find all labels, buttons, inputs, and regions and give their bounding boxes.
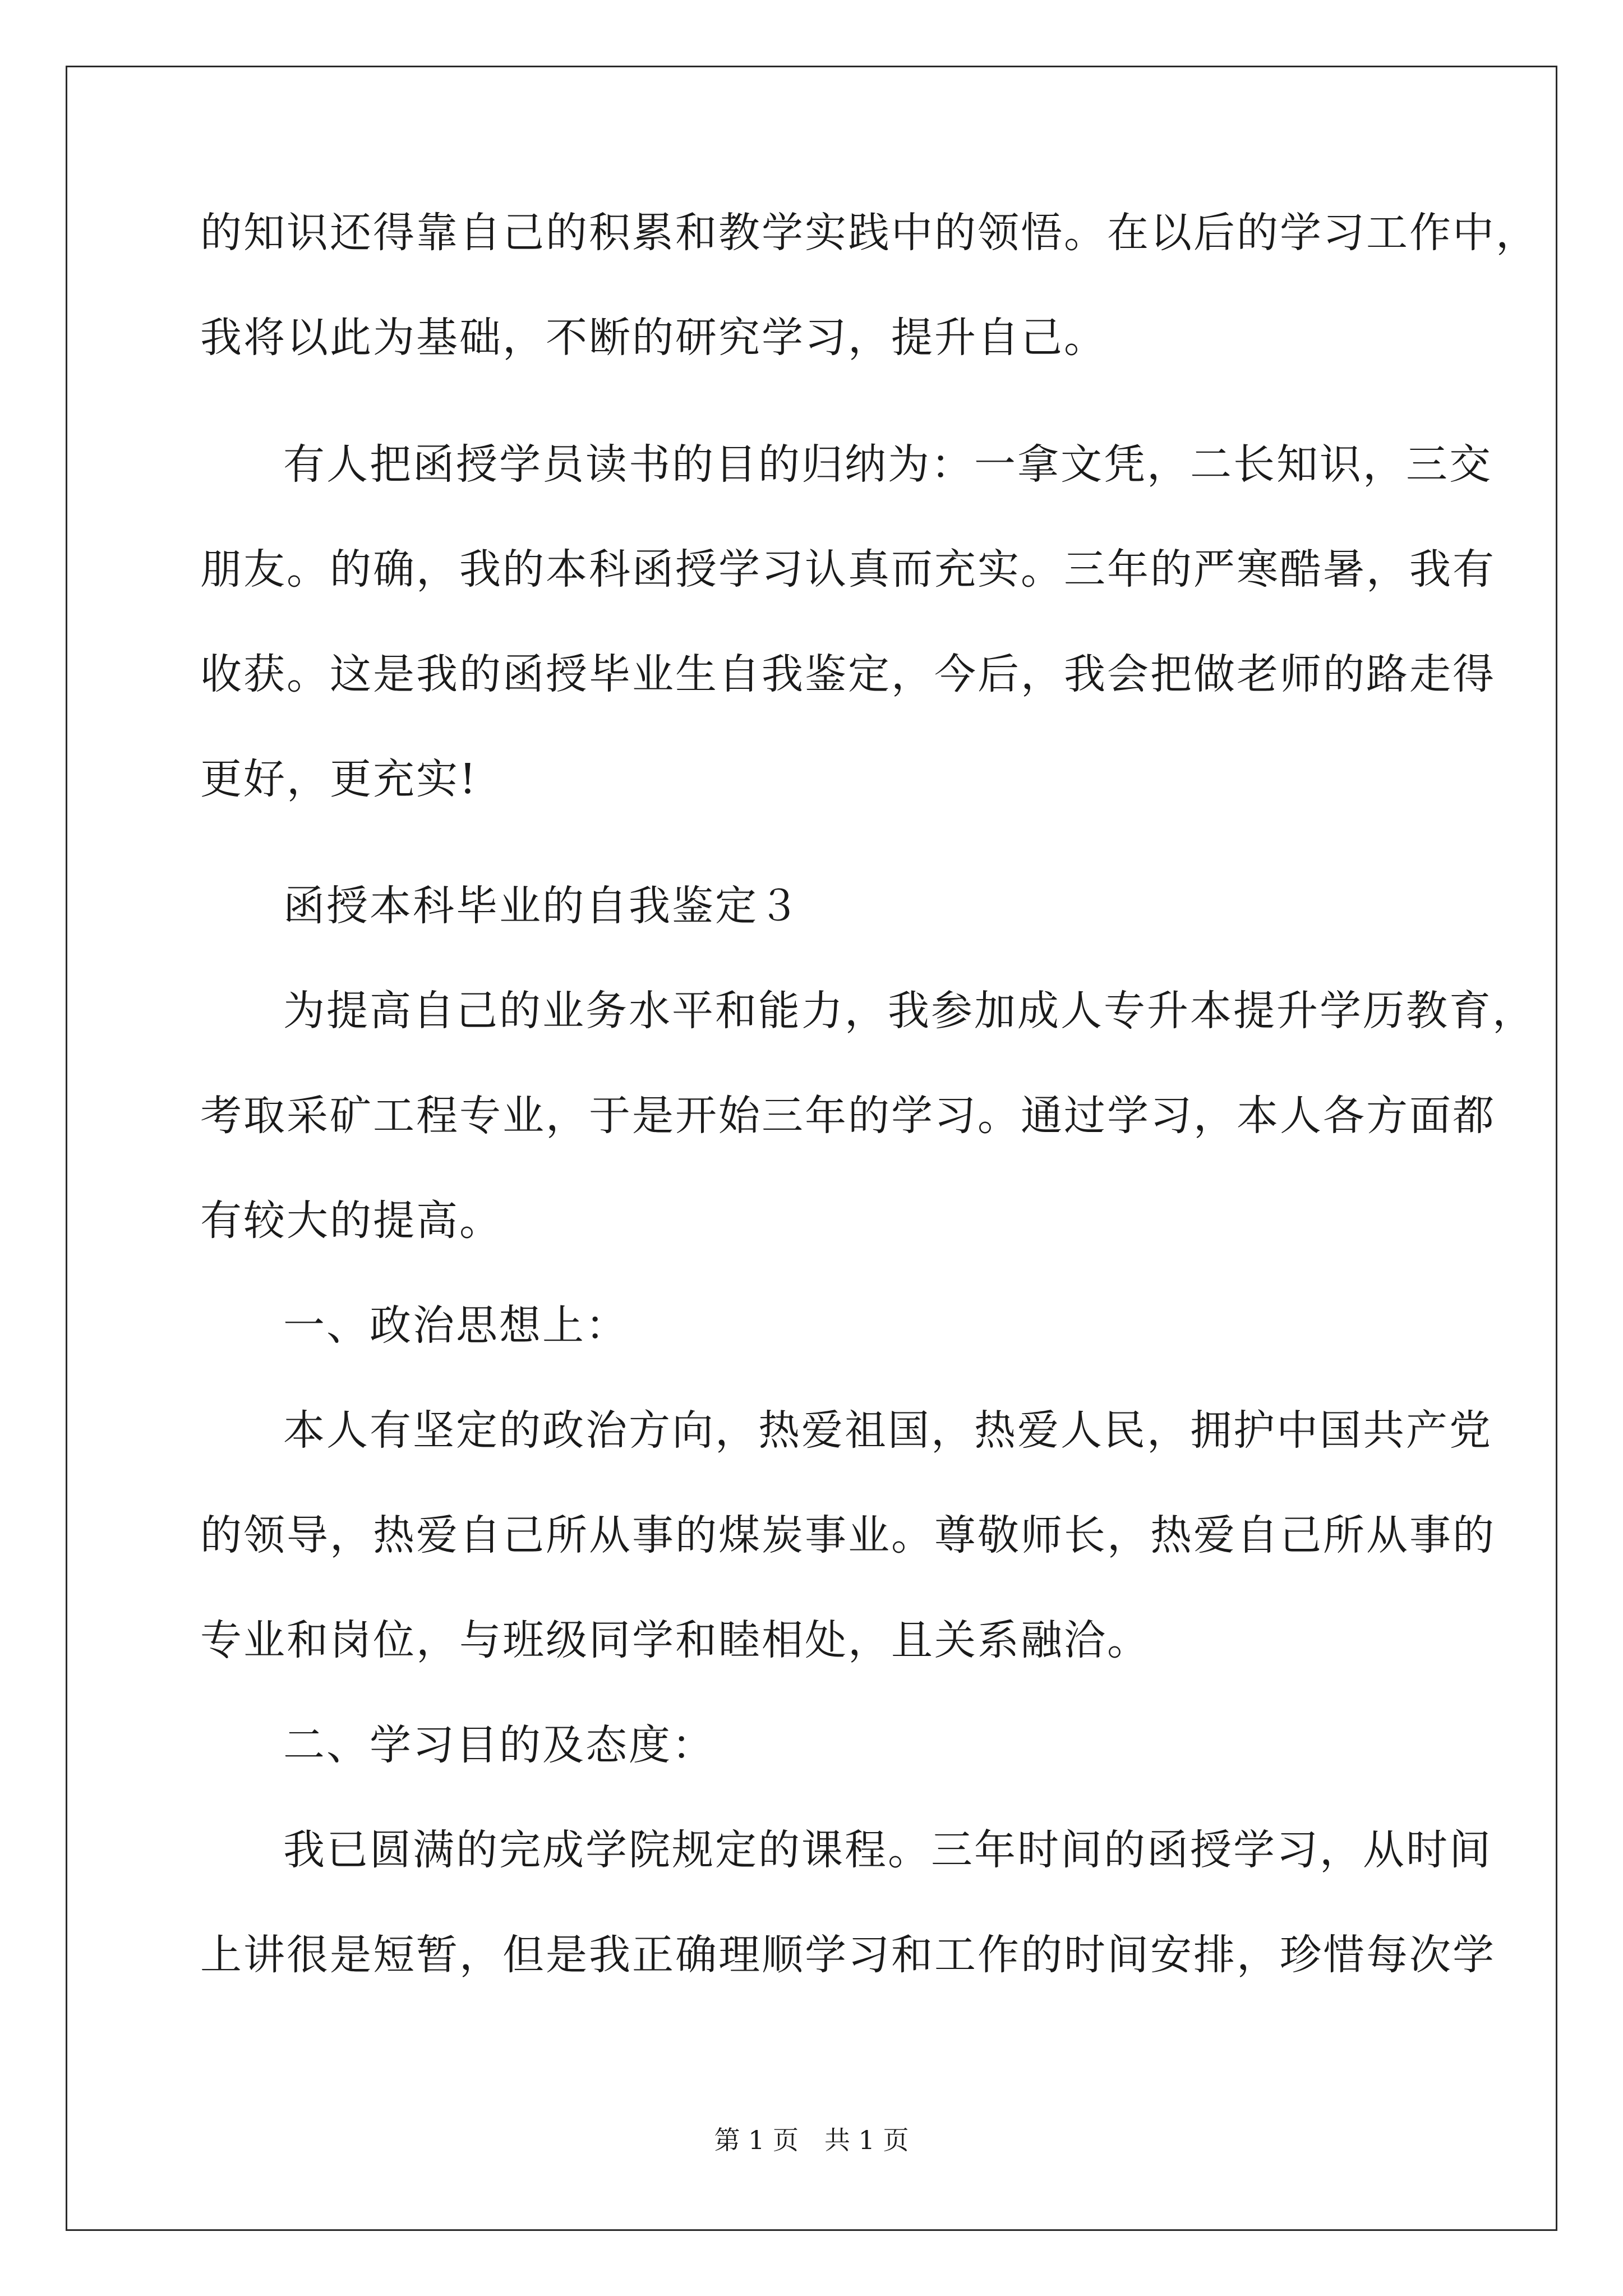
text-line: 有较大的提高。 bbox=[200, 1197, 502, 1245]
text-line: 专业和岗位，与班级同学和睦相处，且关系融洽。 bbox=[200, 1616, 1150, 1664]
text-line: 的知识还得靠自己的积累和教学实践中的领悟。在以后的学习工作中， bbox=[200, 209, 1539, 257]
paragraph-start-line: 本人有坚定的政治方向，热爱祖国，热爱人民，拥护中国共产党 bbox=[283, 1406, 1492, 1455]
paragraph-start-line: 我已圆满的完成学院规定的课程。三年时间的函授学习，从时间 bbox=[283, 1826, 1492, 1874]
text-line: 上讲很是短暂，但是我正确理顺学习和工作的时间安排，珍惜每次学 bbox=[200, 1931, 1496, 1979]
text-line: 我将以此为基础，不断的研究学习，提升自己。 bbox=[200, 314, 1107, 362]
page-border bbox=[66, 66, 1557, 2231]
paragraph-start-line: 有人把函授学员读书的目的归纳为：一拿文凭，二长知识，三交 bbox=[283, 440, 1492, 489]
paragraph-start-line: 为提高自己的业务水平和能力，我参加成人专升本提升学历教育， bbox=[283, 987, 1536, 1035]
subheading: 一、政治思想上： bbox=[283, 1301, 629, 1350]
text-line: 收获。这是我的函授毕业生自我鉴定，今后，我会把做老师的路走得 bbox=[200, 650, 1496, 698]
text-line: 更好，更充实! bbox=[200, 755, 478, 803]
page-number-footer: 第 1 页 共 1 页 bbox=[714, 2125, 909, 2155]
text-line: 考取采矿工程专业，于是开始三年的学习。通过学习，本人各方面都 bbox=[200, 1092, 1496, 1140]
text-line: 的领导，热爱自己所从事的煤炭事业。尊敬师长，热爱自己所从事的 bbox=[200, 1511, 1496, 1559]
text-line: 朋友。的确，我的本科函授学习认真而充实。三年的严寒酷暑，我有 bbox=[200, 545, 1496, 593]
section-heading: 函授本科毕业的自我鉴定３ bbox=[283, 882, 801, 930]
subheading: 二、学习目的及态度： bbox=[283, 1721, 715, 1769]
